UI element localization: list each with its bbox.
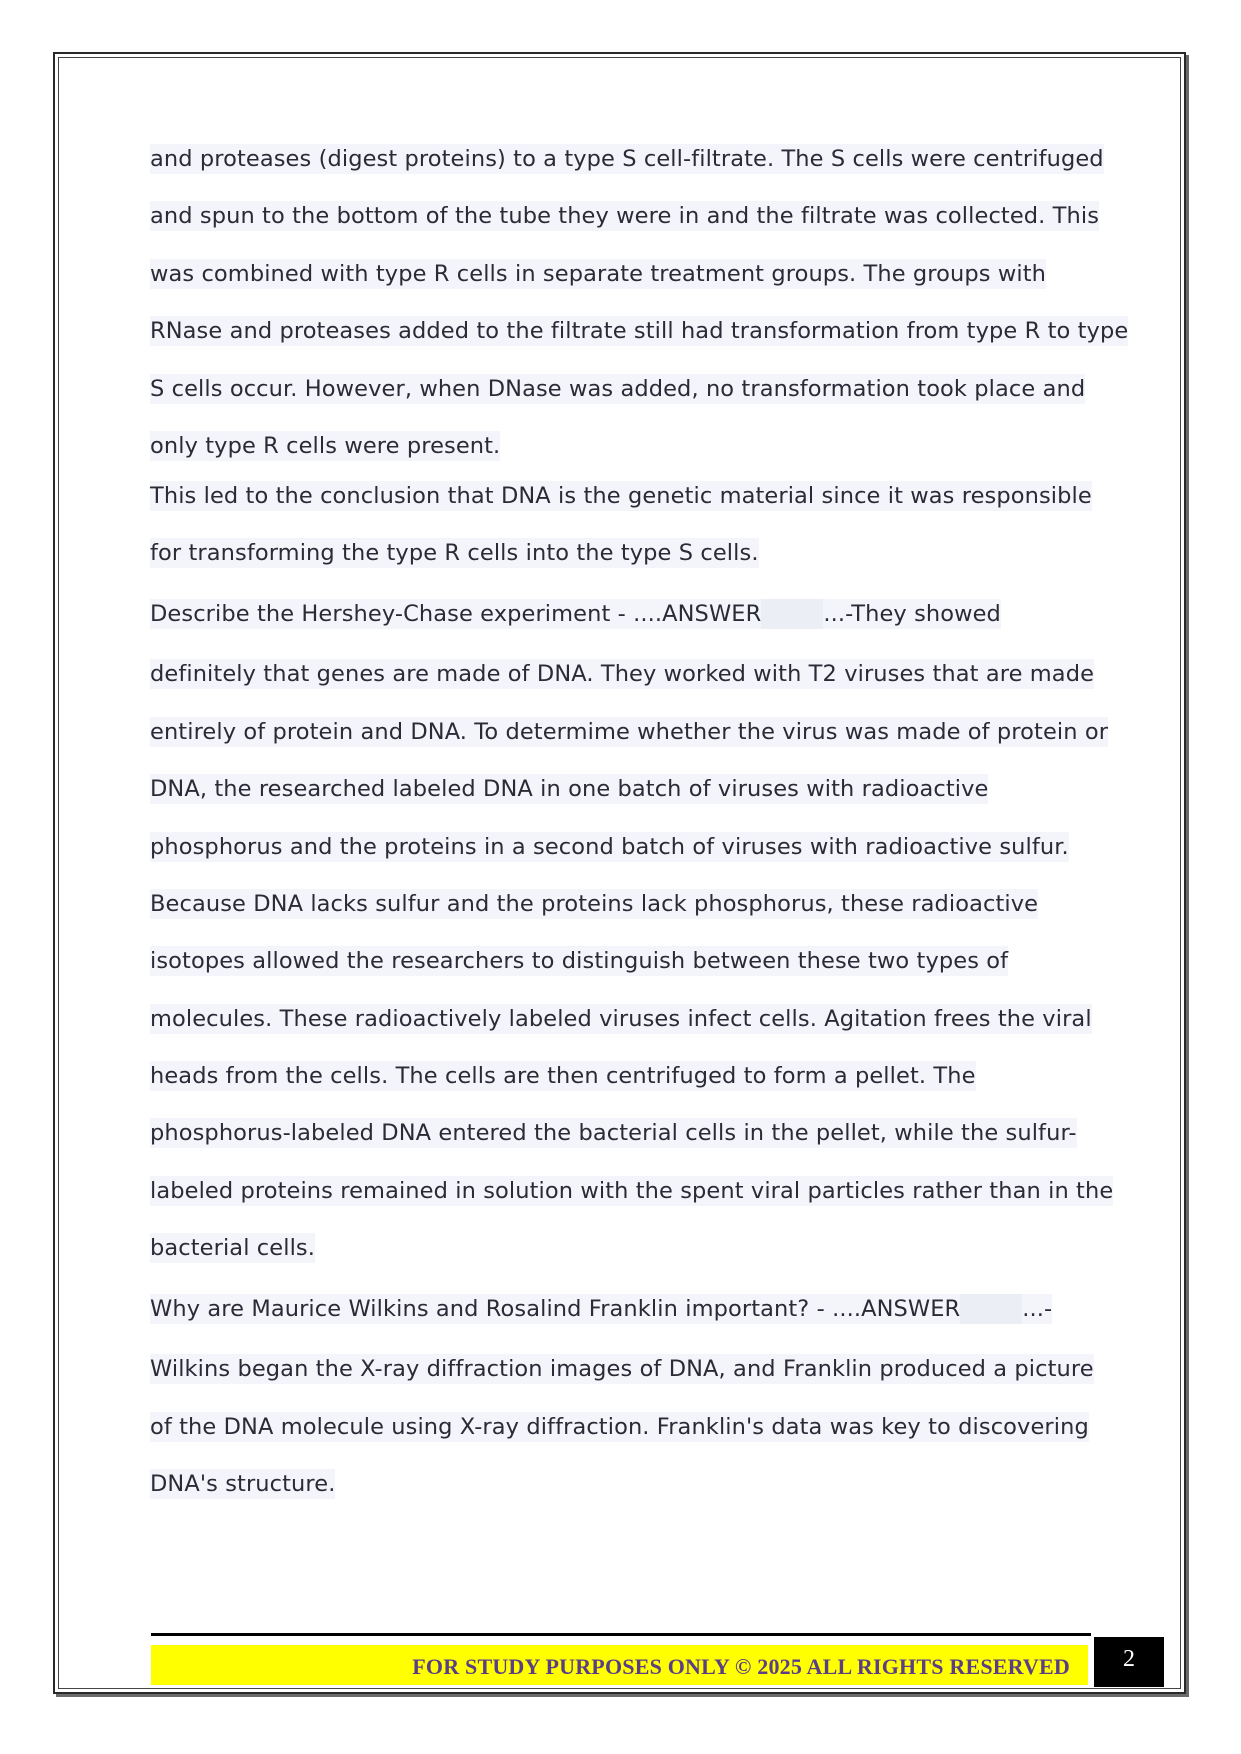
text-line: RNase and proteases added to the filtrate still had transformation from type R to type [150, 318, 1129, 345]
text-line: DNA, the researched labeled DNA in one batch of viruses with radioactive [150, 776, 989, 803]
question-wilkins-franklin [150, 1294, 1090, 1354]
question-prompt: Describe the Hershey-Chase experiment - ....ANSWER [150, 601, 762, 628]
paragraph-transformation-experiment [150, 144, 1129, 481]
text-line: isotopes allowed the researchers to distinguish between these two types of [150, 948, 1009, 975]
answer-gap [960, 1294, 1022, 1324]
text-line: S cells occur. However, when DNase was added, no transformation took place and [150, 375, 1086, 402]
question-prompt: Why are Maurice Wilkins and Rosalind Franklin important? - ....ANSWER [150, 1296, 961, 1323]
footer-divider [151, 1633, 1091, 1636]
text-line: and spun to the bottom of the tube they were in and the filtrate was collected. This [150, 203, 1100, 230]
text-line: entirely of protein and DNA. To determime whether the virus was made of protein or [150, 718, 1109, 745]
text-line: of the DNA molecule using X-ray diffraction. Franklin's data was key to discovering [150, 1413, 1089, 1440]
answer-hershey-chase [150, 659, 1114, 1294]
answer-wilkins-franklin [150, 1354, 1094, 1526]
text-line: only type R cells were present. [150, 432, 501, 459]
paragraph-conclusion [150, 481, 1090, 599]
text-line: labeled proteins remained in solution with the spent viral particles rather than in the [150, 1177, 1114, 1204]
page-number: 2 [1094, 1637, 1164, 1687]
answer-start: ...- [1022, 1296, 1053, 1323]
text-line: molecules. These radioactively labeled viruses infect cells. Agitation frees the viral [150, 1005, 1092, 1032]
text-line: bacterial cells. [150, 1235, 315, 1262]
document-body [150, 144, 1129, 1526]
text-line: heads from the cells. The cells are then centrifuged to form a pellet. The [150, 1063, 976, 1090]
answer-gap [761, 599, 823, 629]
text-line: This led to the conclusion that DNA is the genetic material since it was responsible [150, 482, 1092, 509]
text-line: DNA's structure. [150, 1471, 336, 1498]
question-hershey-chase [150, 599, 1090, 659]
text-line: Because DNA lacks sulfur and the proteins lack phosphorus, these radioactive [150, 890, 1039, 917]
answer-start: ...-They showed [823, 601, 1001, 628]
text-line: for transforming the type R cells into the type S cells. [150, 540, 759, 567]
footer-notice: FOR STUDY PURPOSES ONLY © 2025 ALL RIGHTS RESERVED [412, 1654, 1070, 1679]
text-line: and proteases (digest proteins) to a type S cell-filtrate. The S cells were centrifuged [150, 146, 1104, 172]
text-line: phosphorus-labeled DNA entered the bacterial cells in the pellet, while the sulfur- [150, 1120, 1077, 1147]
footer-notice-bar [151, 1645, 1088, 1685]
text-line: definitely that genes are made of DNA. They worked with T2 viruses that are made [150, 661, 1095, 688]
text-line: was combined with type R cells in separate treatment groups. The groups with [150, 260, 1046, 287]
text-line: phosphorus and the proteins in a second batch of viruses with radioactive sulfur. [150, 833, 1069, 860]
text-line: Wilkins began the X-ray diffraction images of DNA, and Franklin produced a picture [150, 1356, 1094, 1383]
